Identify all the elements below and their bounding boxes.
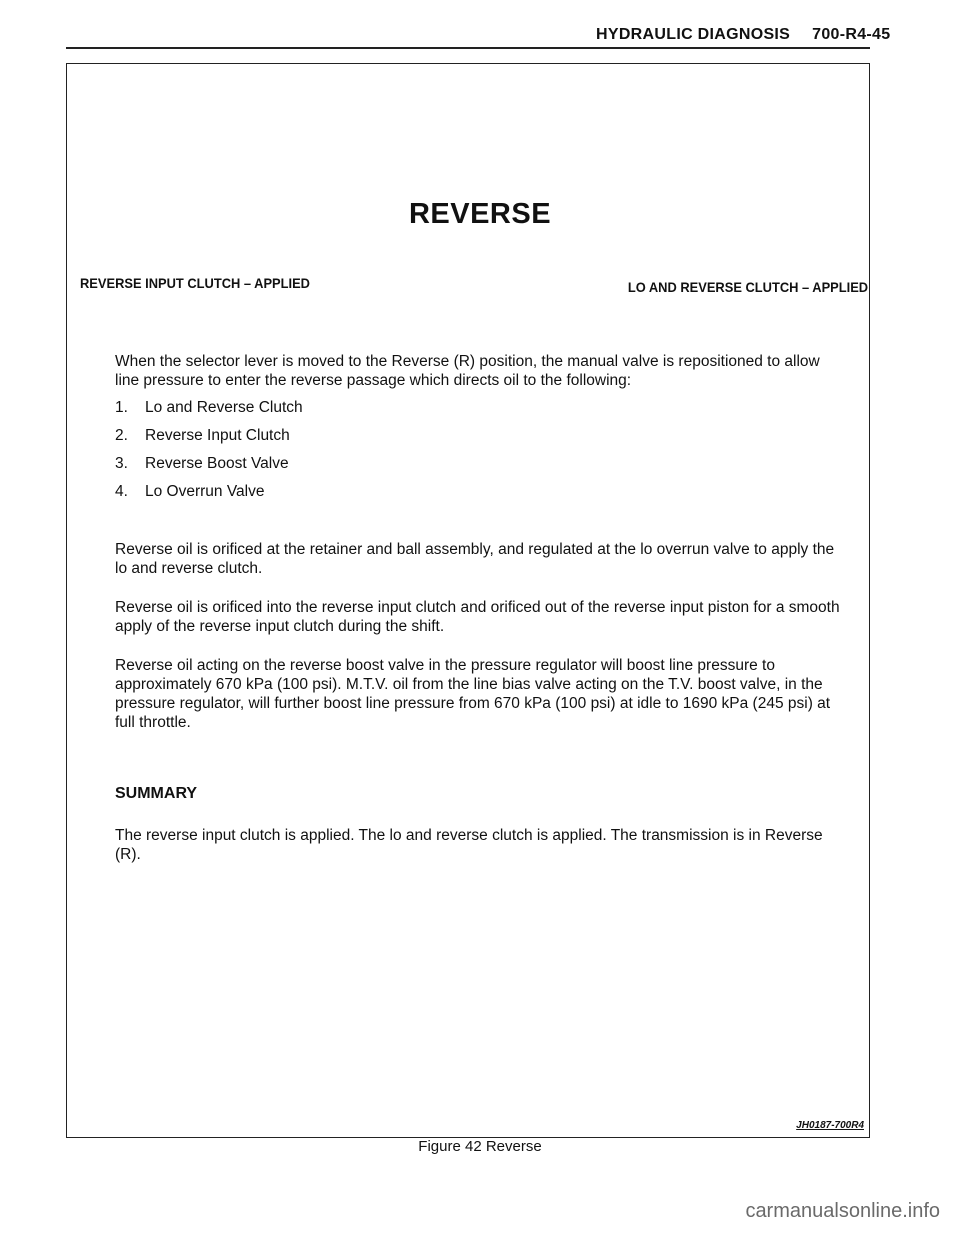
figure-caption: Figure 42 Reverse xyxy=(418,1138,542,1155)
list-text: Lo Overrun Valve xyxy=(145,483,265,500)
oil-destination-list xyxy=(115,398,303,510)
paragraph-retainer: Reverse oil is orificed at the retainer and ball assembly, and regulated at the lo overrun valve to apply the lo and reverse clutch. xyxy=(115,541,835,577)
list-item xyxy=(115,426,303,454)
right-clutch-label: LO AND REVERSE CLUTCH – APPLIED xyxy=(627,279,868,295)
paragraph-input-clutch: Reverse oil is orificed into the reverse input clutch and orificed out of the reverse input piston for a smooth apply of the reverse input clutch during the shift. xyxy=(115,599,840,635)
header-rule xyxy=(66,47,870,49)
figure-id: JH0187-700R4 xyxy=(796,1120,864,1131)
page-header xyxy=(596,26,890,44)
watermark: carmanualsonline.info xyxy=(745,1200,940,1222)
section-title: HYDRAULIC DIAGNOSIS xyxy=(596,26,791,43)
list-number: 3. xyxy=(115,455,128,472)
paragraph-boost-valve: Reverse oil acting on the reverse boost valve in the pressure regulator will boost line pressure to approximately 670 kPa (100 psi). M.T.V. oil from the line bias valve acting on the T.V. boost valve, in the pressure regulator, will further boost line pressure from 670 kPa (100 psi) at idle to 1690 kPa (245 psi) at full throttle. xyxy=(115,657,831,731)
list-item xyxy=(115,482,303,510)
left-clutch-label: REVERSE INPUT CLUTCH – APPLIED xyxy=(80,275,310,291)
list-number: 4. xyxy=(115,483,128,500)
intro-paragraph: When the selector lever is moved to the Reverse (R) position, the manual valve is repositioned to allow line pressure to enter the reverse passage which directs oil to the following: xyxy=(115,353,820,389)
summary-heading: SUMMARY xyxy=(115,785,198,802)
list-item xyxy=(115,398,303,426)
summary-text: The reverse input clutch is applied. The lo and reverse clutch is applied. The transmission is in Reverse (R). xyxy=(115,827,823,863)
list-text: Reverse Input Clutch xyxy=(145,427,290,444)
list-text: Reverse Boost Valve xyxy=(145,455,289,472)
list-text: Lo and Reverse Clutch xyxy=(145,399,303,416)
list-number: 2. xyxy=(115,427,128,444)
page-number: 700-R4-45 xyxy=(812,26,891,43)
list-item xyxy=(115,454,303,482)
figure-title: REVERSE xyxy=(408,198,552,230)
list-number: 1. xyxy=(115,399,128,416)
